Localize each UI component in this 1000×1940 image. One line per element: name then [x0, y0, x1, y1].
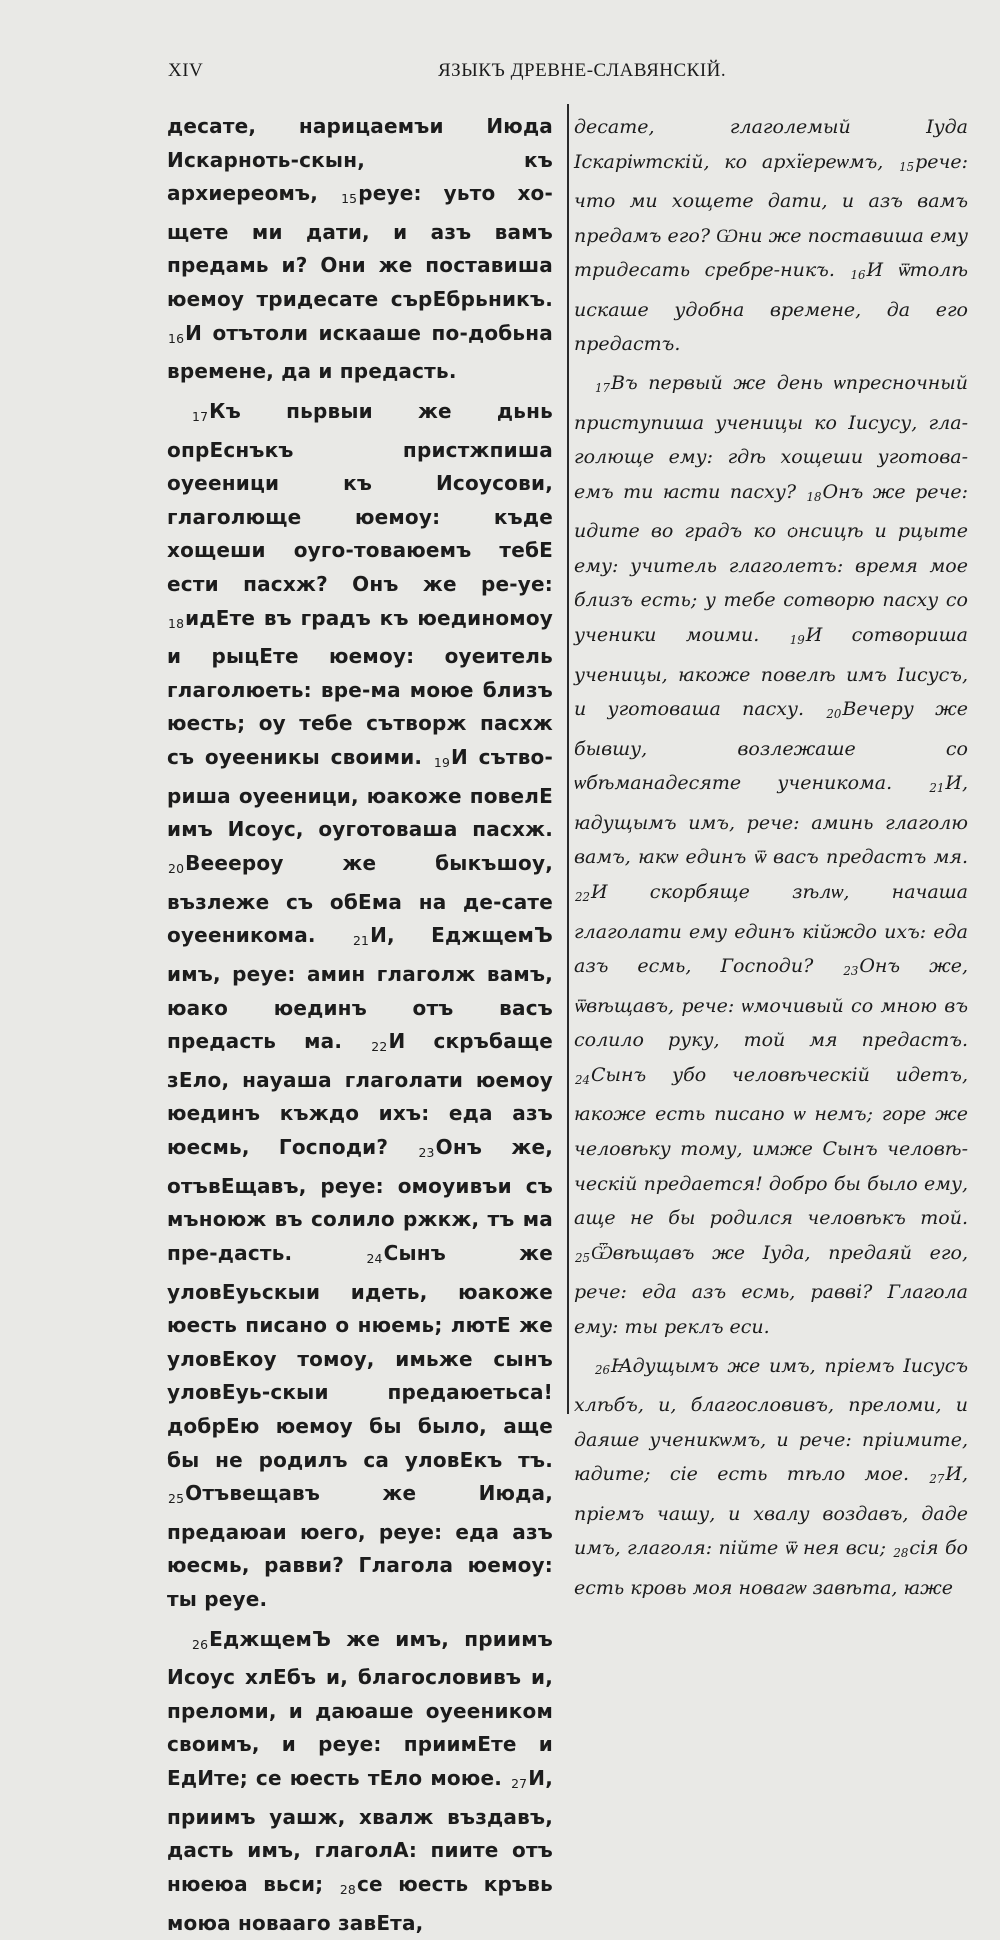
verse-text: десате, глаголемый Іуда Іскаріѡтскій, ко архїереѡмъ,	[574, 116, 968, 173]
verse-number: 24	[575, 1072, 590, 1087]
verse-number: 22	[575, 889, 590, 904]
verse-number: 26	[192, 1636, 209, 1652]
paragraph	[574, 110, 968, 362]
verse-text: Онъ же рече: идите во градъ ко ѻнсицѣ и рцыте ему: учитель глаголетъ: время мое близъ есть; у тебе сотворю пасху со ученики моими.	[574, 480, 968, 647]
verse-number: 24	[366, 1250, 383, 1266]
verse-text: И, приимъ уашж, хвалж въздавъ, дасть имъ, глаголА: пиите отъ нюеюа вьси;	[167, 1766, 553, 1896]
verse-number: 16	[850, 268, 866, 283]
page-number: XIV	[168, 60, 204, 81]
verse-number: 23	[418, 1145, 435, 1161]
verse-number: 17	[595, 380, 610, 395]
paragraph	[167, 1623, 553, 1940]
verse-number: 25	[575, 1250, 590, 1265]
verse-number: 15	[899, 159, 915, 174]
verse-text: Ꙗдущымъ же имъ, пріемъ Іисусъ хлѣбъ, и, благословивъ, преломи, и даяше ученикѡмъ, и рече: пріимите, ꙗдите; сіе есть тѣло мое.	[574, 1354, 968, 1486]
verse-text: Отъвещавъ же Июда, предаюаи юего, реуе: еда азъ юесмь, равви? Глагола юемоу: ты реуе.	[167, 1481, 553, 1611]
verse-number: 22	[371, 1039, 388, 1055]
verse-number: 25	[168, 1491, 185, 1507]
verse-text: Къ пьрвыи же дьнь опрЕснъкъ пристжпиша оуееници къ Исоусови, глаголюще юемоу: къде хощеши оуго-товаюемъ тебЕ ести пасхж? Онъ же ре-уе:	[167, 398, 553, 596]
verse-text: се юесть кръвь моюа новааго завЕта,	[167, 1871, 553, 1935]
church-slavonic-column	[574, 110, 968, 1605]
verse-text: реуе: уьто хо-щете ми дати, и азъ вамъ предамь и? Они же поставиша юемоу тридесате сърЕбрьникъ.	[167, 181, 554, 312]
verse-number: 27	[511, 1776, 528, 1792]
verse-text: И, пріемъ чашу, и хвалу воздавъ, даде имъ, глаголя: пійте ѿ нея вси;	[574, 1463, 968, 1560]
verse-number: 27	[929, 1472, 945, 1487]
paragraph	[574, 366, 968, 1344]
verse-number: 23	[843, 964, 859, 979]
verse-text: рече: что ми хощете дати, и азъ вамъ предамъ его? Ѡни же поставиша ему тридесать сребре-никъ.	[574, 150, 968, 282]
verse-text: сія бо есть кровь моя новагѡ завѣта, ꙗже	[574, 1537, 969, 1599]
verse-text: десате, нарицаемъи Июда Искарноть-скын, къ архиереомъ,	[167, 114, 553, 206]
running-head	[168, 60, 968, 90]
verse-text: И ѿтолѣ искаше удобна времене, да его предастъ.	[574, 259, 969, 356]
verse-number: 19	[433, 755, 451, 771]
verse-text: И сотвориша ученицы, ꙗкоже повелѣ имъ Іисусъ, и уготоваша пасху.	[574, 624, 968, 721]
verse-text: И скръбаще зЕло, науаша глаголати юемоу юединъ къждо ихъ: еда азъ юесмь, Господи?	[167, 1029, 553, 1159]
verse-number: 15	[341, 191, 358, 207]
running-title: ЯЗЫКЪ ДРЕВНЕ-СЛАВЯНСКІЙ.	[438, 60, 727, 81]
verse-text: Ѿвѣщавъ же Іуда, предаяй его, рече: еда азъ есмь, равві? Глагола ему: ты реклъ еси.	[574, 1241, 968, 1338]
verse-number: 20	[826, 707, 842, 722]
column-divider	[567, 104, 569, 1414]
verse-number: 19	[789, 633, 805, 647]
verse-text: идЕте въ градъ къ юединомоу и рыцЕте юемоу: оуеитель глаголюеть: вре-ма моюе близъ юесть; оу тебе сътворж пасхж съ оуееникы своими.	[167, 605, 553, 770]
verse-text: Вечеру же бывшу, возлежаше со ѡбѣманадесяте ученикома.	[574, 698, 968, 795]
paragraph	[167, 110, 553, 389]
verse-text: Онъ же, отъвЕщавъ, реуе: омоуивъи съ мъноюж въ солило ржкж, тъ ма пре-дасть.	[167, 1134, 554, 1265]
verse-number: 21	[929, 781, 945, 796]
verse-text: И сътво-риша оуееници, юакоже повелЕ имъ Исоус, оуготоваша пасхж.	[167, 745, 553, 842]
old-slavonic-column	[167, 110, 553, 1940]
verse-text: Вееероу же быкъшоу, възлеже съ обЕма на де-сате оуееникома.	[167, 850, 553, 948]
verse-text: Онъ же, ѿвѣщавъ, рече: ѡмочивый со мною въ солило руку, той мя предастъ.	[574, 955, 968, 1052]
verse-text: И отътоли искааше по-добьна времене, да и предасть.	[167, 320, 553, 384]
verse-number: 18	[168, 615, 185, 631]
verse-number: 18	[806, 489, 822, 504]
verse-number: 21	[352, 933, 370, 949]
verse-text: Въ первый же день ѡпресночный приступиша ученицы ко Іисусу, гла-голюще ему: гдѣ хощеши уготова-емъ ти ꙗсти пасху?	[574, 372, 968, 503]
verse-text: Сынъ же уловЕуьскыи идеть, юакоже юесть писано о нюемь; лютЕ же уловЕкоу томоу, имьже сынъ уловЕуь-скыи предаюетьса! добрЕю юемоу бы было, аще бы не родилъ са уловЕкъ тъ.	[167, 1240, 553, 1472]
verse-number: 28	[339, 1882, 356, 1897]
verse-number: 26	[595, 1363, 610, 1378]
verse-text: И, ЕджщемЪ имъ, реуе: амин глаголж вамъ, юако юединъ отъ васъ предасть ма.	[167, 923, 554, 1054]
paragraph	[574, 1349, 968, 1606]
paragraph	[167, 395, 553, 1617]
verse-text: Сынъ убо человѣческій идетъ, ꙗкоже есть писано ѡ немъ; горе же человѣку тому, имже Сынъ человѣ-ческій предается! добро бы было ему, аще не бы родился человѣкъ той.	[574, 1063, 968, 1230]
verse-number: 16	[168, 330, 185, 346]
verse-text: И, ꙗдущымъ имъ, рече: аминь глаголю вамъ, ꙗкѡ единъ ѿ васъ предастъ мя.	[574, 772, 968, 869]
verse-text: ЕджщемЪ же имъ, приимъ Исоус хлЕбъ и, благословивъ и, преломи, и даюаше оуееником своимъ, и реуе: приимЕте и ЕдИте; се юесть тЕло моюе.	[167, 1626, 553, 1791]
verse-text: И скорбяще зѣлѡ, начаша глаголати ему единъ кійждо ихъ: еда азъ есмь, Господи?	[574, 881, 968, 978]
verse-number: 28	[893, 1546, 909, 1561]
verse-number: 17	[192, 409, 209, 425]
verse-number: 20	[168, 861, 185, 877]
